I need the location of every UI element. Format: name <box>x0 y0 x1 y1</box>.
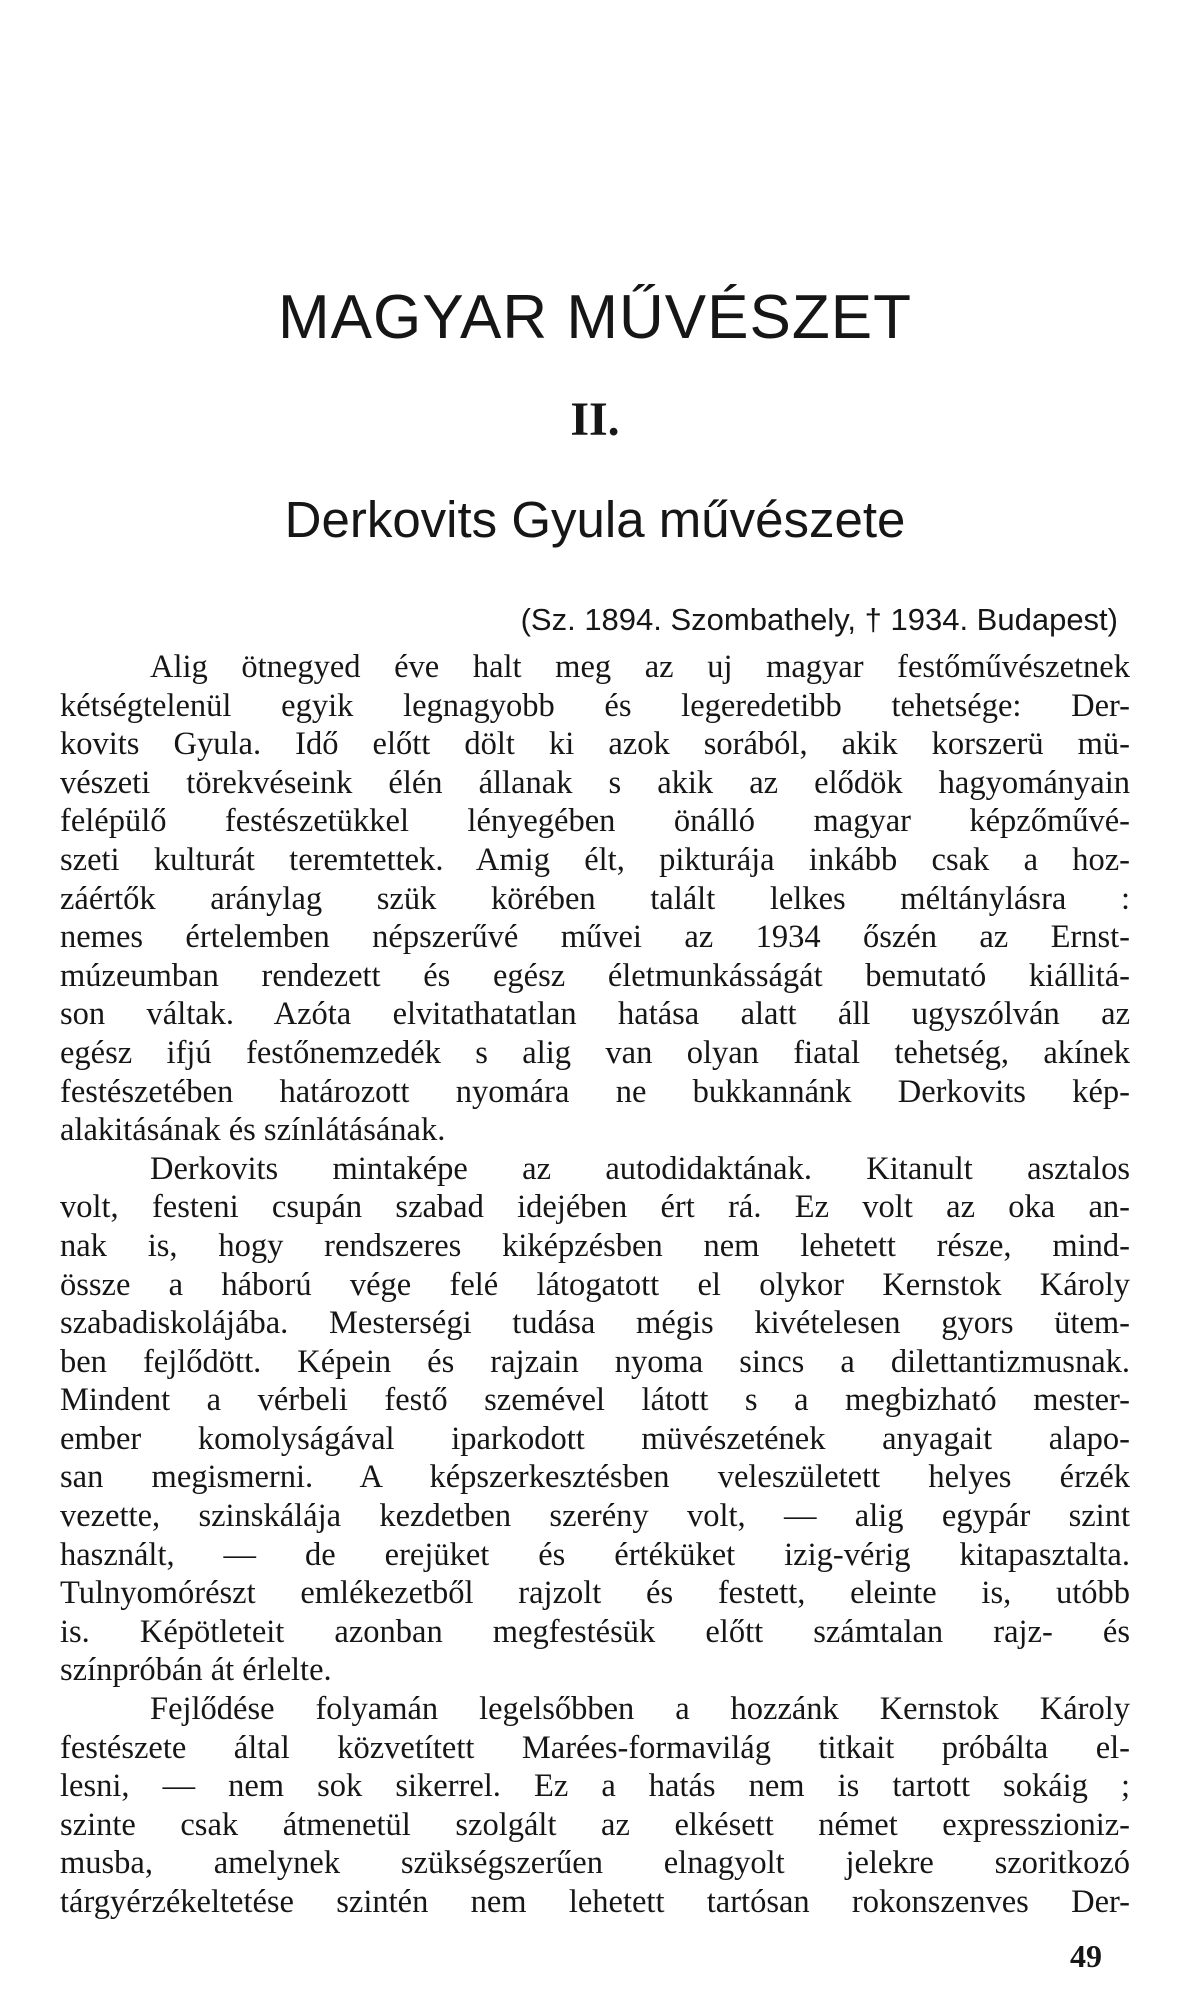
body-line: Alig ötnegyed éve halt meg az uj magyar festőművészetnek <box>150 649 1130 685</box>
body-line: Tulnyomórészt emlékezetből rajzolt és festett, eleinte is, utóbb <box>60 1575 1130 1612</box>
body-line: szinte csak átmenetül szolgált az elkésett német expresszioniz- <box>60 1806 1130 1843</box>
body-line: Mindent a vérbeli festő szemével látott s a megbizható mester- <box>60 1382 1130 1419</box>
page-number: 49 <box>1070 1938 1102 1974</box>
body-line: színpróbán át érlelte. <box>60 1652 332 1689</box>
body-line: ember komolyságával iparkodott müvészetének anyagait alapo- <box>60 1420 1130 1457</box>
body-line: felépülő festészetükkel lényegében önálló magyar képzőművé- <box>60 803 1130 840</box>
body-line: volt, festeni csupán szabad idejében ért rá. Ez volt az oka an- <box>60 1189 1130 1226</box>
body-line: festészetében határozott nyomára ne bukkannánk Derkovits kép- <box>60 1073 1130 1110</box>
body-line: vészeti törekvéseink élén állanak s akik az elődök hagyományain <box>60 764 1130 801</box>
body-line: használt, — de erejüket és értéküket izig-vérig kitapasztalta. <box>60 1536 1130 1573</box>
article-title: Derkovits Gyula művészete <box>284 491 906 548</box>
body-line: Fejlődése folyamán legelsőbben a hozzánk Kernstok Károly <box>150 1691 1130 1728</box>
body-line: son váltak. Azóta elvitathatatlan hatása alatt áll ugyszólván az <box>60 996 1130 1033</box>
body-line: kovits Gyula. Idő előtt dölt ki azok sorából, akik korszerü mü- <box>60 726 1130 763</box>
body-line: musba, amelynek szükségszerűen elnagyolt jelekre szoritkozó <box>60 1845 1130 1882</box>
body-line: szabadiskolájába. Mesterségi tudása mégis kivételesen gyors ütem- <box>60 1305 1130 1342</box>
body-line: össze a háború vége felé látogatott el olykor Kernstok Károly <box>60 1266 1130 1303</box>
body-line: ben fejlődött. Képein és rajzain nyoma sincs a dilettantizmusnak. <box>60 1343 1130 1380</box>
birth-death-dates: (Sz. 1894. Szombathely, † 1934. Budapest) <box>520 602 1118 637</box>
body-line: alakitásának és színlátásának. <box>60 1112 446 1149</box>
body-line: múzeumban rendezett és egész életmunkásságát bemutató kiállitá- <box>60 957 1130 994</box>
body-line: Derkovits mintaképe az autodidaktának. Kitanult asztalos <box>150 1150 1130 1187</box>
article-body <box>60 648 1130 1922</box>
body-line: is. Képötleteit azonban megfestésük előtt számtalan rajz- és <box>60 1613 1130 1650</box>
body-line: nemes értelemben népszerűvé művei az 1934 őszén az Ernst- <box>60 919 1130 956</box>
body-line: kétségtelenül egyik legnagyobb és legeredetibb tehetsége: Der- <box>60 687 1130 724</box>
body-line: lesni, — nem sok sikerrel. Ez a hatás nem is tartott sokáig ; <box>60 1768 1130 1805</box>
body-line: san megismerni. A képszerkesztésben veleszületett helyes érzék <box>60 1459 1130 1496</box>
body-line: nak is, hogy rendszeres kiképzésben nem lehetett része, mind- <box>60 1227 1130 1264</box>
page-title: MAGYAR MŰVÉSZET <box>278 283 912 352</box>
body-line: festészete által közvetített Marées-formavilág titkait próbálta el- <box>60 1729 1130 1766</box>
body-line: záértők aránylag szük körében talált lelkes méltánylásra : <box>60 880 1130 917</box>
body-line: egész ifjú festőnemzedék s alig van olyan fiatal tehetség, akínek <box>60 1034 1130 1071</box>
body-line: szeti kulturát teremtettek. Amig élt, pikturája inkább csak a hoz- <box>60 841 1130 878</box>
body-line: tárgyérzékeltetése szintén nem lehetett tartósan rokonszenves Der- <box>60 1884 1130 1920</box>
part-number: II. <box>570 393 620 446</box>
body-line: vezette, szinskálája kezdetben szerény volt, — alig egypár szint <box>60 1498 1130 1535</box>
